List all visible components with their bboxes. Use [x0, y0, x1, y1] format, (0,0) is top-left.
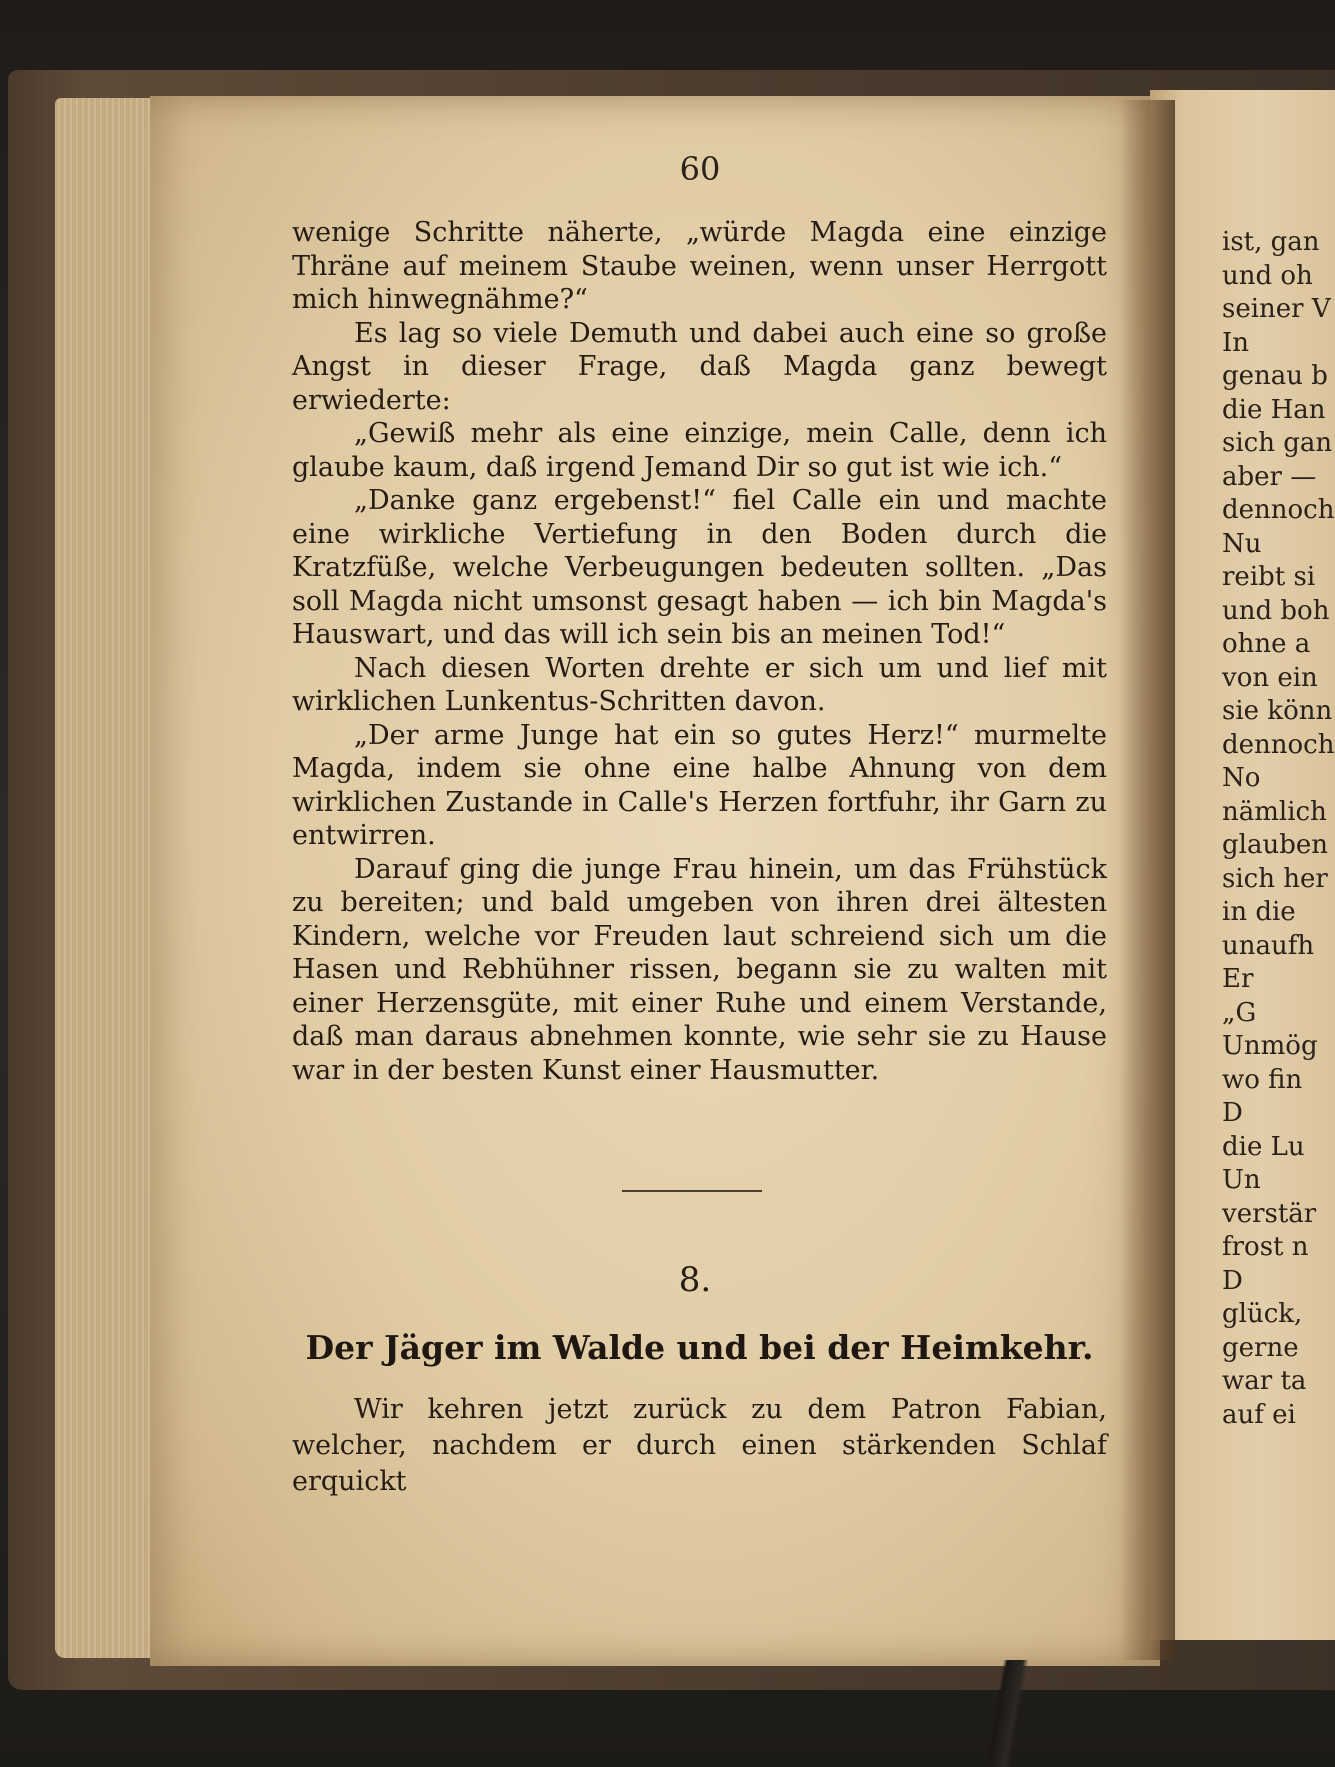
facing-page-line: und boh [1222, 595, 1330, 626]
facing-page-line: No [1222, 763, 1261, 793]
facing-page-line: seiner V [1222, 294, 1331, 324]
facing-page-line: unaufh [1222, 930, 1315, 961]
facing-page-line: Er [1222, 964, 1254, 994]
facing-page-line: Un [1222, 1165, 1261, 1195]
facing-page-line: auf ei [1222, 1399, 1296, 1430]
facing-page-line: in die [1222, 897, 1296, 927]
facing-page-line: Unmög [1222, 1031, 1318, 1061]
page-number: 60 [679, 150, 721, 188]
facing-page-line: D [1222, 1098, 1243, 1128]
paragraph: Darauf ging die junge Frau hinein, um das Frühstück zu bereiten; und bald umgeben von ihren drei ältesten Kindern, welche vor Freuden laut schreiend sich um die Hasen und Rebhühner rissen, begann sie zu walten mit einer Herzensgüte, mit einer Ruhe und einem Verstande, daß man daraus abnehmen konnte, wie sehr sie zu Hause war in der besten Kunst einer Hausmutter. [292, 853, 1107, 1086]
facing-page-line: frost n [1222, 1232, 1309, 1262]
book-gutter [1120, 100, 1175, 1660]
facing-page-line: sich her [1222, 863, 1328, 894]
paragraph: „Danke ganz ergebenst!“ fiel Calle ein und machte eine wirkliche Vertiefung in den Boden durch die Kratzfüße, welche Verbeugungen bedeuten sollten. „Das soll Magda nicht umsonst gesagt haben — ich bin Magda's Hauswart, und das will ich sein bis an meinen Tod!“ [292, 485, 1107, 650]
facing-page-line: sich gan [1222, 428, 1333, 458]
facing-page-line: gerne [1222, 1332, 1299, 1363]
facing-page-line: nämlich [1222, 796, 1327, 827]
facing-page-line: glauben [1222, 830, 1328, 860]
facing-page-line: die Lu [1222, 1131, 1305, 1162]
section-divider [622, 1190, 762, 1192]
paragraph: Nach diesen Worten drehte er sich um und lief mit wirklichen Lunkentus-Schritten davon. [292, 652, 1107, 717]
bookmark-ribbon [980, 1660, 1040, 1767]
body-text [292, 216, 1107, 1087]
paragraph: „Der arme Junge hat ein so gutes Herz!“ murmelte Magda, indem sie ohne eine halbe Ahnung von dem wirklichen Zustande in Calle's Herzen fortfuhr, ihr Garn zu entwirren. [292, 719, 1107, 851]
facing-page-line: und oh [1222, 260, 1313, 291]
facing-page-line: glück, [1222, 1299, 1303, 1329]
facing-page-text [1222, 226, 1335, 1432]
facing-page-line: aber — [1222, 461, 1317, 492]
facing-page-line: „G [1222, 997, 1257, 1028]
facing-page-line: war ta [1222, 1366, 1307, 1396]
facing-page-line: ist, gan [1222, 227, 1320, 257]
facing-page-line: die Han [1222, 394, 1326, 425]
facing-page-line: verstär [1222, 1198, 1317, 1229]
facing-page-line: dennoch [1222, 495, 1335, 525]
chapter-number: 8. [678, 1260, 712, 1300]
facing-page-line: genau b [1222, 361, 1328, 391]
paragraph: Es lag so viele Demuth und dabei auch eine so große Angst in dieser Frage, daß Magda ganz bewegt erwiederte: [292, 317, 1107, 416]
facing-page-line: von ein [1222, 662, 1318, 693]
chapter-opening-text: Wir kehren jetzt zurück zu dem Patron Fabian, welcher, nachdem er durch einen stärkenden Schlaf erquickt [292, 1394, 1107, 1497]
facing-page-line: In [1222, 327, 1250, 358]
chapter-title: Der Jäger im Walde und bei der Heimkehr. [305, 1328, 1094, 1367]
paragraph: wenige Schritte näherte, „würde Magda eine einzige Thräne auf meinem Staube weinen, wenn unser Herrgott mich hinwegnähme?“ [292, 217, 1107, 315]
facing-page-line: ohne a [1222, 629, 1311, 659]
facing-page-line: reibt si [1222, 562, 1316, 592]
paragraph: „Gewiß mehr als eine einzige, mein Calle, denn ich glaube kaum, daß irgend Jemand Dir so gut ist wie ich.“ [292, 418, 1107, 483]
facing-page-line: sie könn [1222, 696, 1333, 726]
facing-page-line: Nu [1222, 528, 1262, 559]
facing-page-line: D [1222, 1265, 1243, 1296]
facing-page-line: wo fin [1222, 1064, 1303, 1095]
facing-page-line: dennoch [1222, 729, 1335, 760]
